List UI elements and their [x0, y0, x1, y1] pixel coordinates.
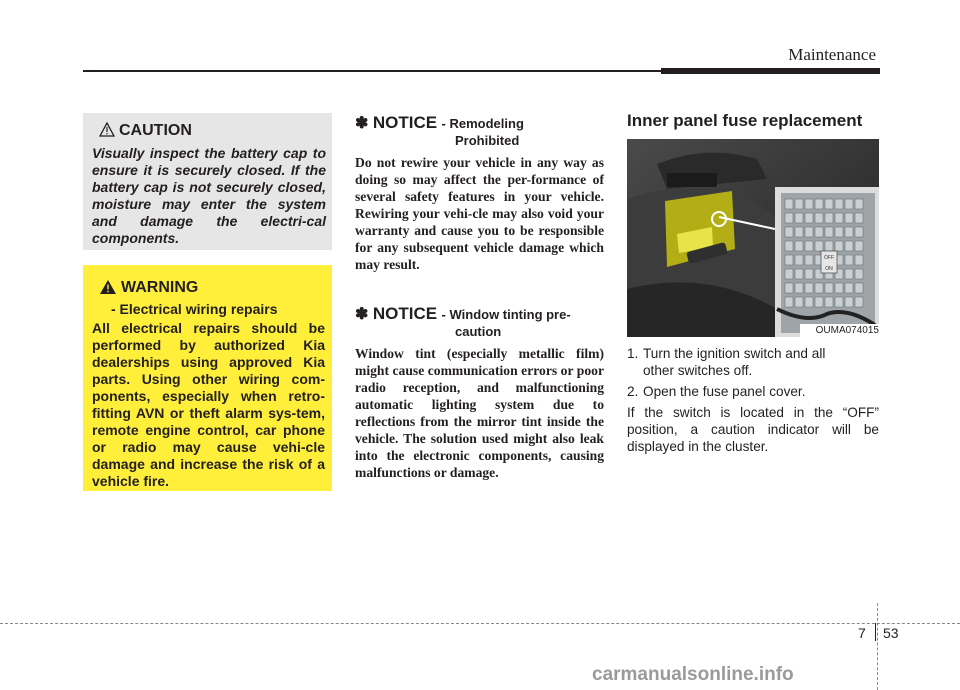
caution-box [83, 113, 332, 250]
header-rule-thick [661, 68, 880, 74]
page-number: 53 [883, 625, 899, 641]
caution-heading-text: CAUTION [119, 122, 192, 139]
header-rule [83, 70, 661, 72]
section-paragraph: If the switch is located in the “OFF” position, a caution indicator will be displayed in the cluster. [627, 405, 879, 454]
warning-heading-text: WARNING [121, 279, 199, 296]
warning-box [83, 265, 332, 491]
warning-triangle-icon [99, 279, 117, 300]
notice-subtitle-cont: caution [455, 324, 502, 339]
warning-subheading: - Electrical wiring repairs [111, 301, 278, 317]
watermark: carmanualsonline.info [592, 664, 794, 685]
header-title: Maintenance [788, 45, 876, 64]
notice-heading [355, 113, 604, 148]
caution-body: Visually inspect the battery cap to ensure it is securely closed. If the battery cap is not securely closed, moisture may enter the system and damage the electri-cal components. [92, 145, 326, 246]
section-title: Inner panel fuse replacement [627, 111, 863, 130]
notice-label: NOTICE [372, 113, 438, 132]
warning-heading [99, 279, 198, 300]
notice-subtitle: - Remodeling [441, 116, 524, 131]
step-item: 2. Open the fuse panel cover. [627, 384, 806, 399]
notice-subtitle: - Window tinting pre- [441, 307, 571, 322]
step-item: 1. Turn the ignition switch and all other switches off. [627, 346, 826, 378]
notice-body: Do not rewire your vehicle in any way as doing so may affect the per-formance of several safety features in your vehicle. Rewiring your vehi-cle may also void your warranty and cause you to be responsible for any subsequent vehicle damage which may result. [355, 155, 604, 272]
notice-body: Window tint (especially metallic film) might cause communication errors or poor radio reception, and malfunctioning automatic lighting system due to reflections from the mirror tint inside the vehicle. The solution used might also leak into the electronic components, causing malfunctions or damage. [355, 346, 604, 480]
caution-triangle-icon [99, 122, 115, 142]
footer-rule [0, 623, 960, 624]
notice-subtitle-cont: Prohibited [455, 133, 520, 148]
notice-star-icon: ✽ [355, 115, 369, 132]
notice-star-icon: ✽ [355, 306, 369, 323]
warning-body: All electrical repairs should be performed by authorized Kia dealerships using approved Kia parts. Using other wiring com-ponents, especially when retro-fitting AVN or theft alarm sys-tem, remote engine control, car phone or radio may cause vehi-cle damage and increase the risk of a vehicle fire. [92, 320, 325, 489]
photo-code: OUMA074015 [800, 324, 879, 337]
notice-label: NOTICE [372, 304, 438, 323]
fuse-switch-off-label: OFF [824, 255, 834, 261]
footer-vertical-rule [877, 603, 878, 690]
fuse-panel-photo [627, 139, 879, 337]
notice-remodeling [355, 113, 604, 273]
page-separator [875, 623, 876, 641]
notice-window-tint [355, 304, 604, 481]
steps-list [627, 345, 879, 455]
caution-heading [99, 122, 192, 142]
fuse-switch-on-label: ON [825, 266, 833, 272]
notice-heading [355, 304, 604, 339]
chapter-number: 7 [858, 625, 866, 641]
